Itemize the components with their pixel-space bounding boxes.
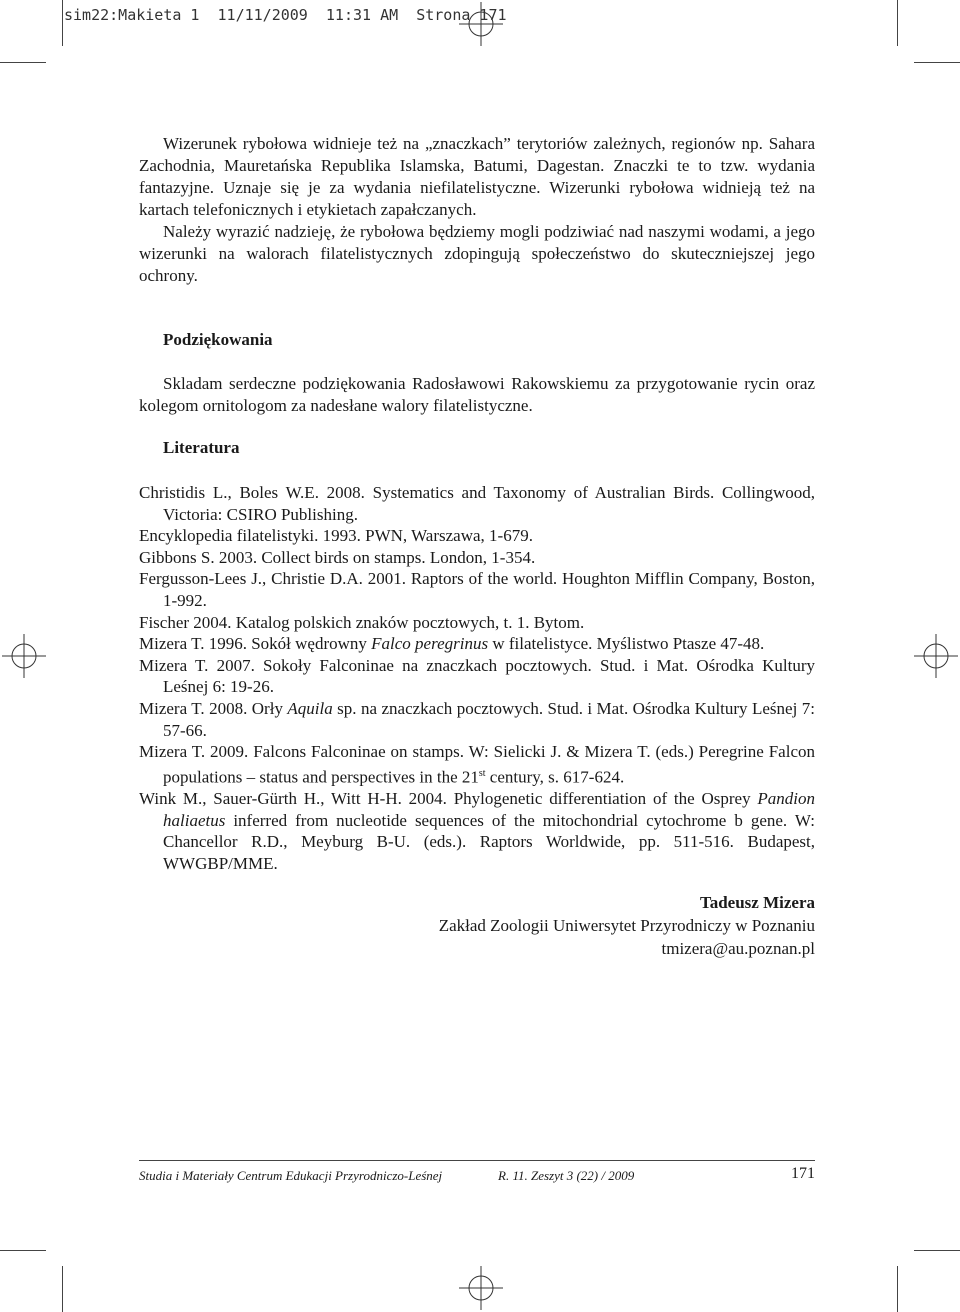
reference-item: Christidis L., Boles W.E. 2008. Systematics and Taxonomy of Australian Birds. Collingwood, Victoria: CSIRO Publishing. <box>139 483 815 524</box>
crop-mark-top-left-horizontal <box>0 62 46 63</box>
crop-mark-top-right-horizontal <box>914 62 960 63</box>
reference-item: Mizera T. 2009. Falcons Falconinae on stamps. W: Sielicki J. & Mizera T. (eds.) Peregrine Falcon populations – status and perspectives in the 21st century, s. 617-624. <box>139 742 815 787</box>
printer-slug: sim22:Makieta 1 11/11/2009 11:31 AM Strona 171 <box>64 6 507 24</box>
footer-rule <box>139 1160 815 1161</box>
author-affiliation: Zakład Zoologii Uniwersytet Przyrodniczy w Poznaniu <box>438 916 815 935</box>
reference-item: Mizera T. 2007. Sokoły Falconinae na znaczkach pocztowych. Stud. i Mat. Ośrodka Kultury Leśnej 6: 19-26. <box>139 655 815 697</box>
footer-issue: R. 11. Zeszyt 3 (22) / 2009 <box>498 1168 635 1183</box>
author-email: tmizera@au.poznan.pl <box>661 939 815 958</box>
reference-item: Encyklopedia filatelistyki. 1993. PWN, Warszawa, 1-679. <box>139 526 533 546</box>
reference-item: Fergusson-Lees J., Christie D.A. 2001. Raptors of the world. Houghton Mifflin Company, Boston, 1-992. <box>139 569 815 610</box>
crop-mark-bottom-right-vertical <box>897 1266 898 1312</box>
intro-paragraph: Wizerunek rybołowa widnieje też na „znaczkach” terytoriów zależnych, regionów np. Sahara Zachodnia, Mauretańska Republika Islamska, Batumi, Dagestan. Znaczki te to tzw. wydania fantazyjne. Uznaje się je za wydania niefilatelistyczne. Wizerunki rybołowa widnieją też na kartach telefonicznych i etykietach zapałczanych. <box>139 134 815 219</box>
registration-mark-left <box>2 634 46 678</box>
intro-paragraph: Należy wyrazić nadzieję, że rybołowa będziemy mogli podziwiać nad naszymi wodami, a jego wizerunki na walorach filatelistycznych zdopingują społeczeństwo do skuteczniejszej jego ochrony. <box>139 222 815 285</box>
author-name: Tadeusz Mizera <box>699 893 815 912</box>
reference-item: Gibbons S. 2003. Collect birds on stamps. London, 1-354. <box>139 547 536 567</box>
acknowledgements-heading: Podziękowania <box>163 330 273 349</box>
reference-item: Fischer 2004. Katalog polskich znaków pocztowych, t. 1. Bytom. <box>139 612 585 632</box>
crop-mark-top-left-vertical <box>62 0 63 46</box>
footer-journal: Studia i Materiały Centrum Edukacji Przyrodniczo-Leśnej <box>139 1168 443 1183</box>
literature-heading: Literatura <box>163 438 240 457</box>
acknowledgements-text <box>139 373 815 417</box>
author-block <box>439 891 815 960</box>
page-number: 171 <box>791 1165 815 1182</box>
reference-item: Mizera T. 2008. Orły Aquila sp. na znaczkach pocztowych. Stud. i Mat. Ośrodka Kultury Leśnej 7: 57-66. <box>139 698 815 740</box>
registration-mark-top <box>459 2 503 46</box>
intro-text <box>139 133 815 287</box>
acknowledgements-paragraph: Skladam serdeczne podziękowania Radosławowi Rakowskiemu za przygotowanie rycin oraz kolegom ornitologom za nadesłane walory filatelistyczne. <box>139 374 815 415</box>
crop-mark-bottom-left-horizontal <box>0 1250 46 1251</box>
registration-mark-right <box>914 634 958 678</box>
crop-mark-bottom-right-horizontal <box>914 1250 960 1251</box>
reference-list <box>139 482 815 874</box>
registration-mark-bottom <box>459 1266 503 1310</box>
reference-item: Wink M., Sauer-Gürth H., Witt H-H. 2004. Phylogenetic differentiation of the Osprey Pandion haliaetus inferred from nucleotide sequences of the mitochondrial cytochrome b gene. W: Chancellor R.D., Meyburg B-U. (eds.). Raptors Worldwide, pp. 511-516. Budapest, WWGBP/MME. <box>139 788 815 873</box>
crop-mark-bottom-left-vertical <box>62 1266 63 1312</box>
reference-item: Mizera T. 1996. Sokół wędrowny Falco peregrinus w filatelistyce. Myślistwo Ptasze 47-48. <box>139 634 765 654</box>
crop-mark-top-right-vertical <box>897 0 898 46</box>
